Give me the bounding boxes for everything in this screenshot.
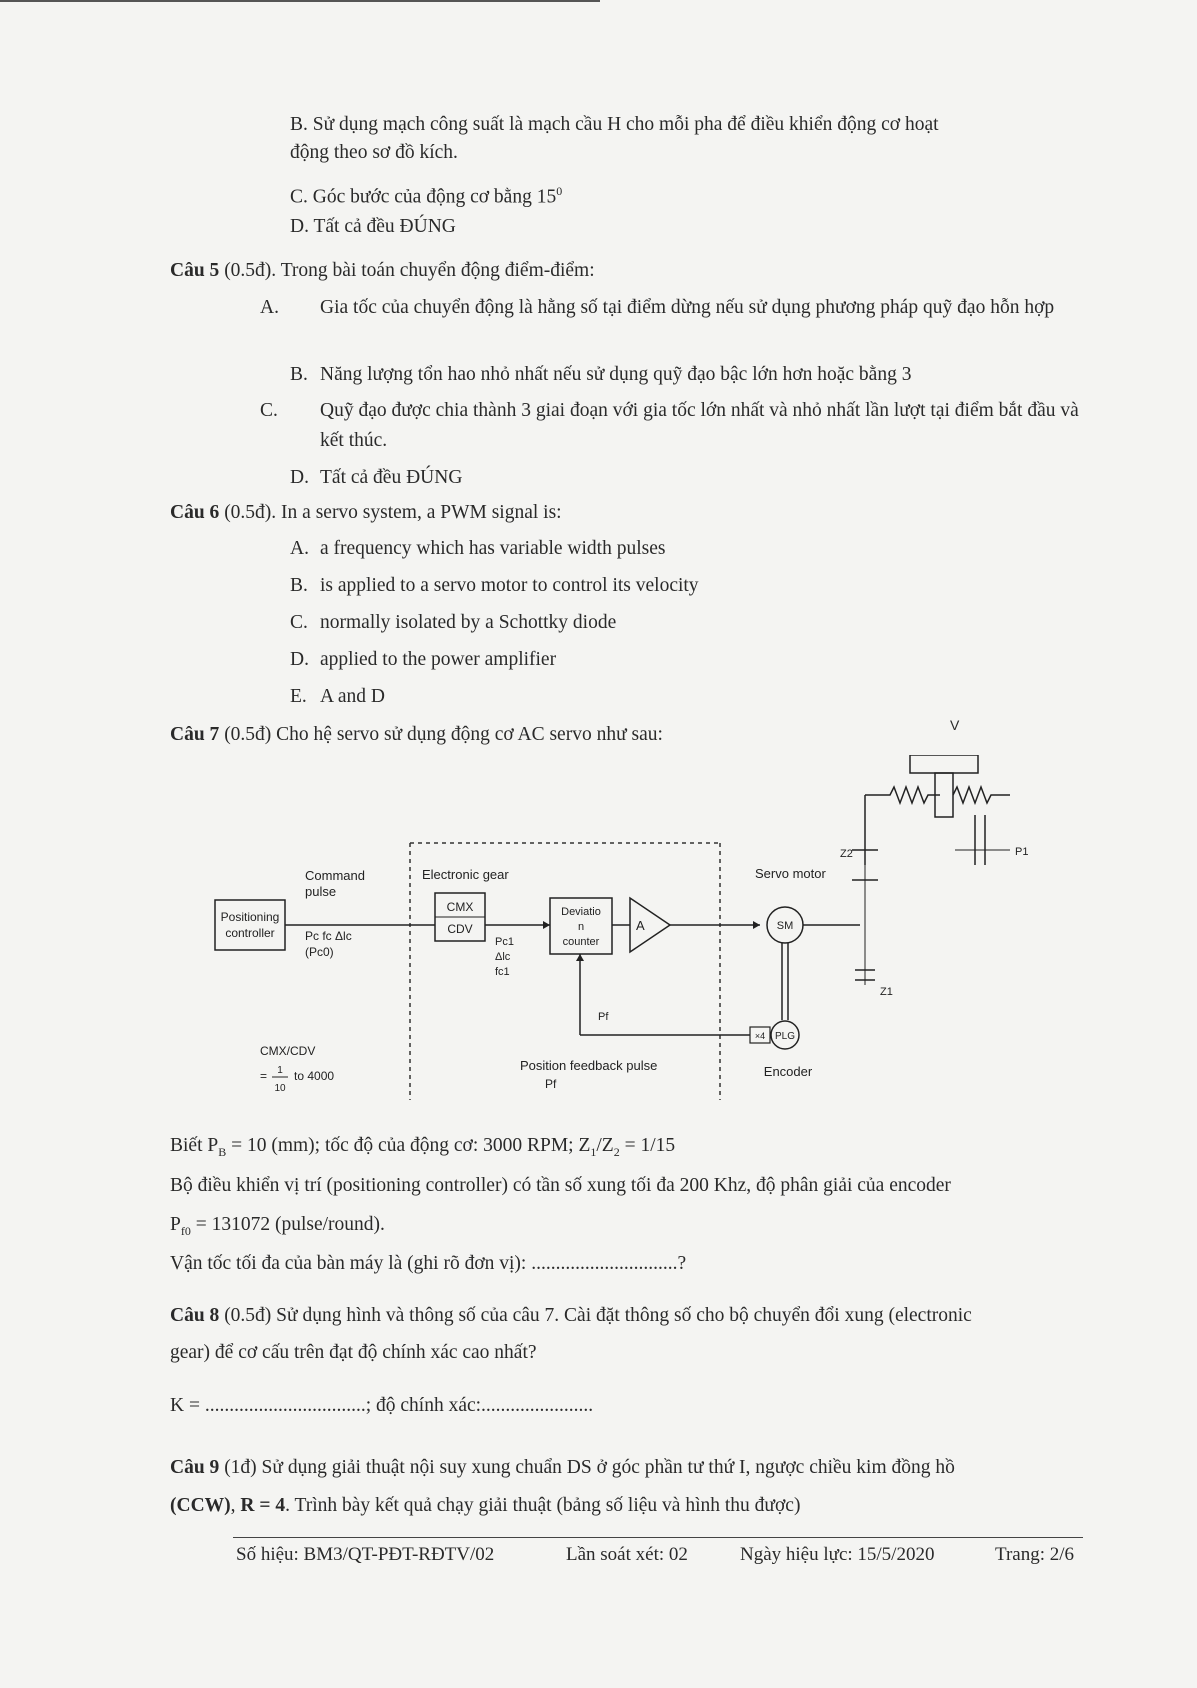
q5-c-text: Quỹ đạo được chia thành 3 giai đoạn với gia tốc lớn nhất và nhỏ nhất lần lượt tại điểm bắt đầu và kết thúc. [320, 400, 1079, 451]
q5-option-c [260, 396, 1080, 456]
q7-l1-z1: 1 [590, 1144, 597, 1159]
command-label-1: Command [305, 868, 365, 883]
q7-l3-a: P [170, 1214, 181, 1235]
z2-label: Z2 [840, 848, 853, 860]
spring-left [865, 787, 940, 803]
encoder-label: Encoder [763, 1064, 813, 1079]
q8-prompt: (0.5đ) Sử dụng hình và thông số của câu 7. Cài đặt thông số cho bộ chuyển đổi xung (electronic [219, 1305, 972, 1326]
q6-a-text: a frequency which has variable width pulses [320, 538, 666, 559]
q7-label: Câu 7 [170, 724, 220, 745]
q9-sep: , [230, 1495, 241, 1516]
pc1-label-1: Pc1 [495, 936, 514, 948]
sm-label: SM [776, 920, 794, 932]
pc1-label-2: Δlc [495, 951, 511, 963]
q8-label: Câu 8 [170, 1305, 220, 1326]
q5-label: Câu 5 [170, 260, 220, 281]
positioning-label-1: Positioning [220, 910, 280, 924]
cdv-label: CDV [447, 922, 473, 936]
ratio-label: CMX/CDV [260, 1044, 316, 1058]
q5-a-letter: A. [260, 297, 279, 318]
q5-option-d [290, 463, 1070, 493]
q6-b-letter: B. [290, 575, 308, 596]
ratio-num: 1 [277, 1065, 283, 1076]
q9-ccw: (CCW) [170, 1495, 231, 1516]
q6-option-e [290, 682, 385, 712]
q8-heading [170, 1303, 972, 1329]
feedback-label-1: Position feedback pulse [520, 1058, 658, 1073]
footer-date: Ngày hiệu lực: 15/5/2020 [740, 1544, 935, 1565]
q7-prompt: (0.5đ) Cho hệ servo sử dụng động cơ AC servo như sau: [219, 724, 663, 745]
v-arrow-label [950, 712, 959, 738]
q6-label: Câu 6 [170, 502, 220, 523]
q6-e-letter: E. [290, 686, 307, 707]
q9-rest: . Trình bày kết quả chạy giải thuật (bảng số liệu và hình thu được) [285, 1495, 801, 1516]
deviation-label-1: Deviatio [561, 906, 601, 918]
command-label-2: pulse [305, 884, 337, 899]
q5-b-text: Năng lượng tổn hao nhỏ nhất nếu sử dụng quỹ đạo bậc lớn hơn hoặc bằng 3 [320, 364, 912, 385]
table-top [910, 755, 978, 773]
q6-option-c [290, 608, 616, 638]
pc1-label-3: fc1 [495, 966, 510, 978]
footer-rule [233, 1537, 1083, 1538]
q7-line3 [170, 1212, 385, 1244]
motor-arrow [753, 921, 760, 929]
q5-option-a [260, 293, 1080, 323]
footer-code: Số hiệu: BM3/QT-PĐT-RĐTV/02 [236, 1544, 495, 1565]
pf-label: Pf [598, 1011, 609, 1023]
q8-line3: K = .................................; độ chính xác:....................... [170, 1395, 594, 1416]
q7-l1-d: = 1/15 [619, 1135, 676, 1156]
egear-label: Electronic gear [422, 867, 509, 882]
q6-d-letter: D. [290, 649, 309, 670]
q7-l1-a: Biết P [170, 1135, 219, 1156]
q6-heading [170, 500, 562, 526]
v-text: V [950, 717, 960, 733]
q8-line2: gear) để cơ cấu trên đạt độ chính xác cao nhất? [170, 1342, 537, 1363]
q9-prompt: (1đ) Sử dụng giải thuật nội suy xung chuẩn DS ở góc phần tư thứ I, ngược chiều kim đồng hồ [219, 1457, 955, 1478]
q7-line2: Bộ điều khiển vị trí (positioning controller) có tần số xung tối đa 200 Khz, độ phân giải của encoder [170, 1175, 951, 1196]
q6-a-letter: A. [290, 538, 309, 559]
deviation-label-3: counter [562, 936, 600, 948]
q5-b-letter: B. [290, 364, 308, 385]
q7-l1-b: = 10 (mm); tốc độ của động cơ: 3000 RPM; Z [226, 1135, 591, 1156]
q4-option-c-sup: 0 [556, 184, 563, 198]
ratio-range: to 4000 [294, 1069, 335, 1083]
q6-prompt: (0.5đ). In a servo system, a PWM signal is: [219, 502, 562, 523]
q7-l1-z2: 2 [613, 1144, 620, 1159]
q9-r: R = 4 [240, 1495, 286, 1516]
top-rule [0, 0, 600, 2]
q6-d-text: applied to the power amplifier [320, 649, 557, 670]
q7-l1-c: /Z [596, 1135, 614, 1156]
q4-option-b: B. Sử dụng mạch công suất là mạch cầu H cho mỗi pha để điều khiển động cơ hoạt [290, 114, 939, 135]
servo-motor-label: Servo motor [755, 866, 826, 881]
feedback-arrow [576, 954, 584, 961]
q9-heading [170, 1455, 955, 1481]
pc-label-1: Pc fc Δlc [305, 929, 352, 943]
q4-option-d: D. Tất cả đều ĐÚNG [290, 216, 456, 237]
q6-e-text: A and D [320, 686, 385, 707]
ratio-den: 10 [274, 1083, 286, 1094]
q6-option-d [290, 645, 556, 675]
footer-review: Lần soát xét: 02 [566, 1544, 688, 1565]
pc1-arrow [543, 921, 550, 929]
footer-page: Trang: 2/6 [995, 1544, 1075, 1565]
q5-a-text: Gia tốc của chuyển động là hằng số tại điểm dừng nếu sử dụng phương pháp quỹ đạo hỗn hợp [320, 297, 1055, 318]
q4-option-c-text: C. Góc bước của động cơ bằng 15 [290, 186, 557, 208]
amp-label: A [636, 918, 645, 933]
positioning-controller-box [215, 900, 285, 950]
q6-option-b [290, 571, 699, 601]
q5-d-text: Tất cả đều ĐÚNG [320, 467, 463, 488]
q9-label: Câu 9 [170, 1457, 220, 1478]
q5-c-letter: C. [260, 400, 278, 421]
q9-line2 [170, 1493, 800, 1519]
x4-label: ×4 [754, 1031, 766, 1041]
p1-label: P1 [1015, 846, 1029, 858]
q5-prompt: (0.5đ). Trong bài toán chuyển động điểm-điểm: [219, 260, 595, 281]
q6-c-letter: C. [290, 612, 308, 633]
q4-option-b-cont: động theo sơ đồ kích. [290, 142, 458, 163]
q7-line1 [170, 1133, 675, 1165]
q4-option-c [290, 178, 562, 211]
q7-line4: Vận tốc tối đa của bàn máy là (ghi rõ đơn vị): ..............................? [170, 1253, 687, 1274]
plg-label: PLG [774, 1031, 796, 1042]
feedback-label-2: Pf [545, 1077, 557, 1091]
spring-right [953, 787, 1010, 803]
q7-heading [170, 722, 663, 748]
q6-b-text: is applied to a servo motor to control its velocity [320, 575, 699, 596]
deviation-label-2: n [577, 921, 585, 933]
cmx-label: CMX [446, 900, 474, 914]
pc-label-2: (Pc0) [305, 945, 334, 959]
q5-d-letter: D. [290, 467, 309, 488]
q7-l1-sub: B [218, 1144, 227, 1159]
q6-option-a [290, 534, 665, 564]
positioning-label-2: controller [225, 926, 275, 940]
servo-system-diagram [210, 755, 1060, 1115]
z1-label: Z1 [880, 986, 893, 998]
q5-option-b [290, 360, 1070, 390]
q7-l3-sub: f0 [180, 1223, 191, 1238]
ratio-eq: = [260, 1069, 268, 1083]
q5-heading [170, 258, 595, 284]
q7-l3-b: = 131072 (pulse/round). [190, 1214, 385, 1235]
q6-c-text: normally isolated by a Schottky diode [320, 612, 617, 633]
